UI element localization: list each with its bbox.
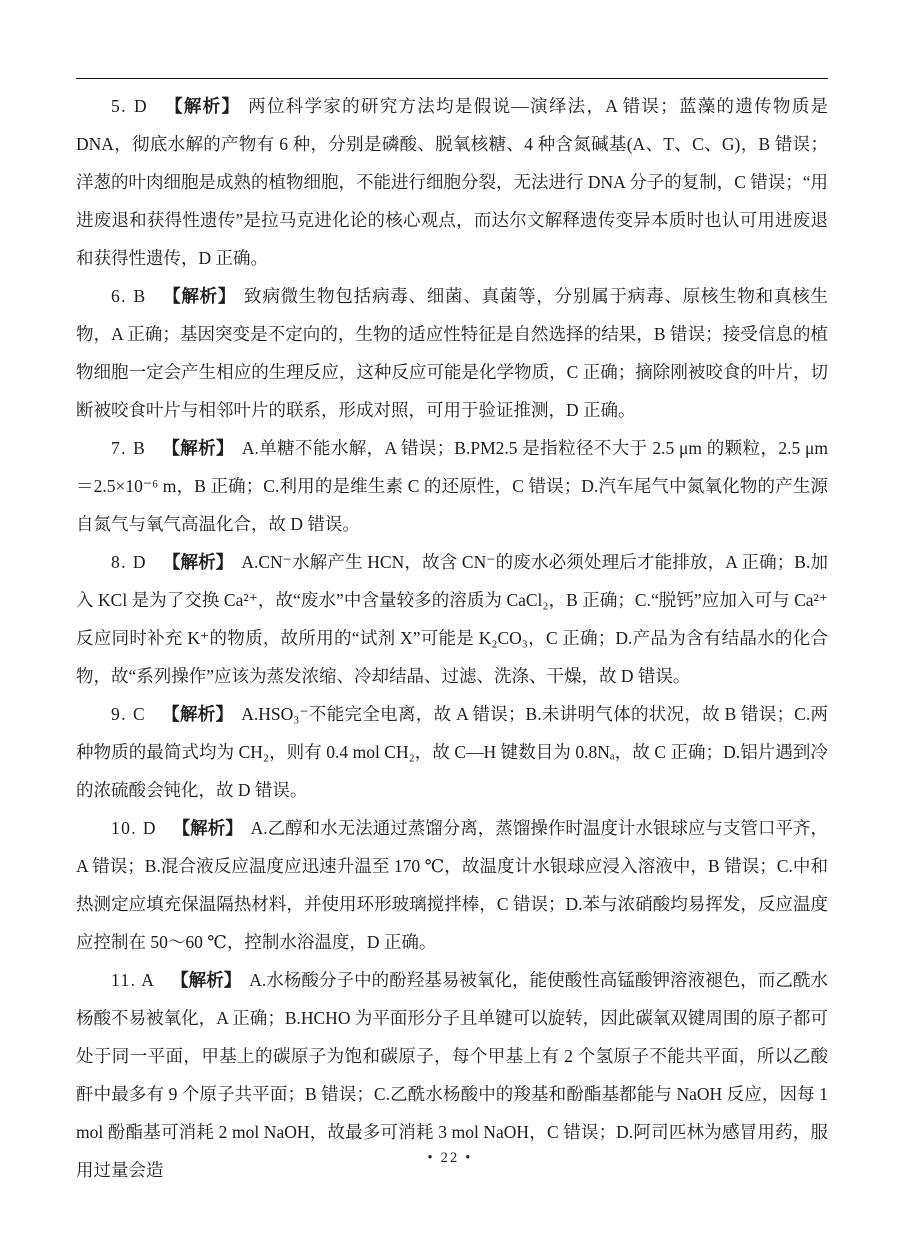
question-number-answer: 7. B [111,438,147,458]
question-number-answer: 10. D [111,818,157,838]
solution-paragraph-q8 [76,543,828,695]
analysis-tag: 【解析】 [162,286,237,306]
analysis-text: A.单糖不能水解，A 错误；B.PM2.5 是指粒径不大于 2.5 μm 的颗粒，2.5 μm＝2.5×10⁻⁶ m，B 正确；C.利用的是维生素 C 的还原性，C 错误；D.汽车尾气中氮氧化物的产生源自氮气与氧气高温化合，故 D 错误。 [76,438,829,534]
analysis-tag: 【解析】 [171,970,242,990]
analysis-tag: 【解析】 [162,552,234,572]
question-number-answer: 9. C [111,704,147,724]
analysis-text: 两位科学家的研究方法均是假说—演绎法，A 错误；蓝藻的遗传物质是 DNA，彻底水解的产物有 6 种，分别是磷酸、脱氧核糖、4 种含氮碱基(A、T、C、G)，B 错误；洋葱的叶肉细胞是成熟的植物细胞，不能进行细胞分裂，无法进行 DNA 分子的复制，C 错误；“用进废退和获得性遗传”是拉马克进化论的核心观点，而达尔文解释遗传变异本质时也认可用进废退和获得性遗传，D 正确。 [76,96,829,268]
header-rule [76,78,828,79]
analysis-text: 致病微生物包括病毒、细菌、真菌等，分别属于病毒、原核生物和真核生物，A 正确；基因突变是不定向的，生物的适应性特征是自然选择的结果，B 错误；接受信息的植物细胞一定会产生相应的生理反应，这种反应可能是化学物质，C 正确；摘除刚被咬食的叶片，切断被咬食叶片与相邻叶片的联系，形成对照，可用于验证推测，D 正确。 [76,286,829,420]
question-number-answer: 11. A [111,970,156,990]
solution-paragraph-q6 [76,277,828,429]
page-number: • 22 • [427,1150,473,1166]
solution-paragraph-q9 [76,695,828,809]
answer-explanations [76,87,828,1189]
question-number-answer: 6. B [111,286,147,306]
question-number-answer: 8. D [111,552,147,572]
solution-paragraph-q7 [76,429,828,543]
analysis-text: A.HSO₃⁻不能完全电离，故 A 错误；B.未讲明气体的状况，故 B 错误；C.两种物质的最简式均为 CH₂，则有 0.4 mol CH₂，故 C—H 键数目为 0.8Nₐ，故 C 正确；D.铝片遇到冷的浓硫酸会钝化，故 D 错误。 [76,704,828,800]
analysis-text: A.CN⁻水解产生 HCN，故含 CN⁻的废水必须处理后才能排放，A 正确；B.加入 KCl 是为了交换 Ca²⁺，故“废水”中含量较多的溶质为 CaCl₂，B 正确；C.“脱钙”应加入可与 Ca²⁺反应同时补充 K⁺的物质，故所用的“试剂 X”可能是 K₂CO₃，C 正确；D.产品为含有结晶水的化合物，故“系列操作”应该为蒸发浓缩、冷却结晶、过滤、洗涤、干燥，故 D 错误。 [76,552,828,686]
analysis-tag: 【解析】 [163,96,241,116]
solution-paragraph-q5 [76,87,828,277]
analysis-tag: 【解析】 [161,438,234,458]
question-number-answer: 5. D [111,96,149,116]
analysis-tag: 【解析】 [172,818,243,838]
analysis-text: A.水杨酸分子中的酚羟基易被氧化，能使酸性高锰酸钾溶液褪色，而乙酰水杨酸不易被氧化，A 正确；B.HCHO 为平面形分子且单键可以旋转，因此碳氧双键周围的原子都可处于同一平面，甲基上的碳原子为饱和碳原子，每个甲基上有 2 个氢原子不能共平面，所以乙酸酐中最多有 9 个原子共平面；B 错误；C.乙酰水杨酸中的羧基和酚酯基都能与 NaOH 反应，因每 1 mol 酚酯基可消耗 2 mol NaOH，故最多可消耗 3 mol NaOH，C 错误；D.阿司匹林为感冒用药，服用过量会造 [76,970,828,1180]
analysis-tag: 【解析】 [161,704,234,724]
analysis-text: A.乙醇和水无法通过蒸馏分离，蒸馏操作时温度计水银球应与支管口平齐，A 错误；B.混合液反应温度应迅速升温至 170 ℃，故温度计水银球应浸入溶液中，B 错误；C.中和热测定应填充保温隔热材料，并使用环形玻璃搅拌棒，C 错误；D.苯与浓硝酸均易挥发，反应温度应控制在 50～60 ℃，控制水浴温度，D 正确。 [76,818,828,952]
solution-paragraph-q10 [76,809,828,961]
